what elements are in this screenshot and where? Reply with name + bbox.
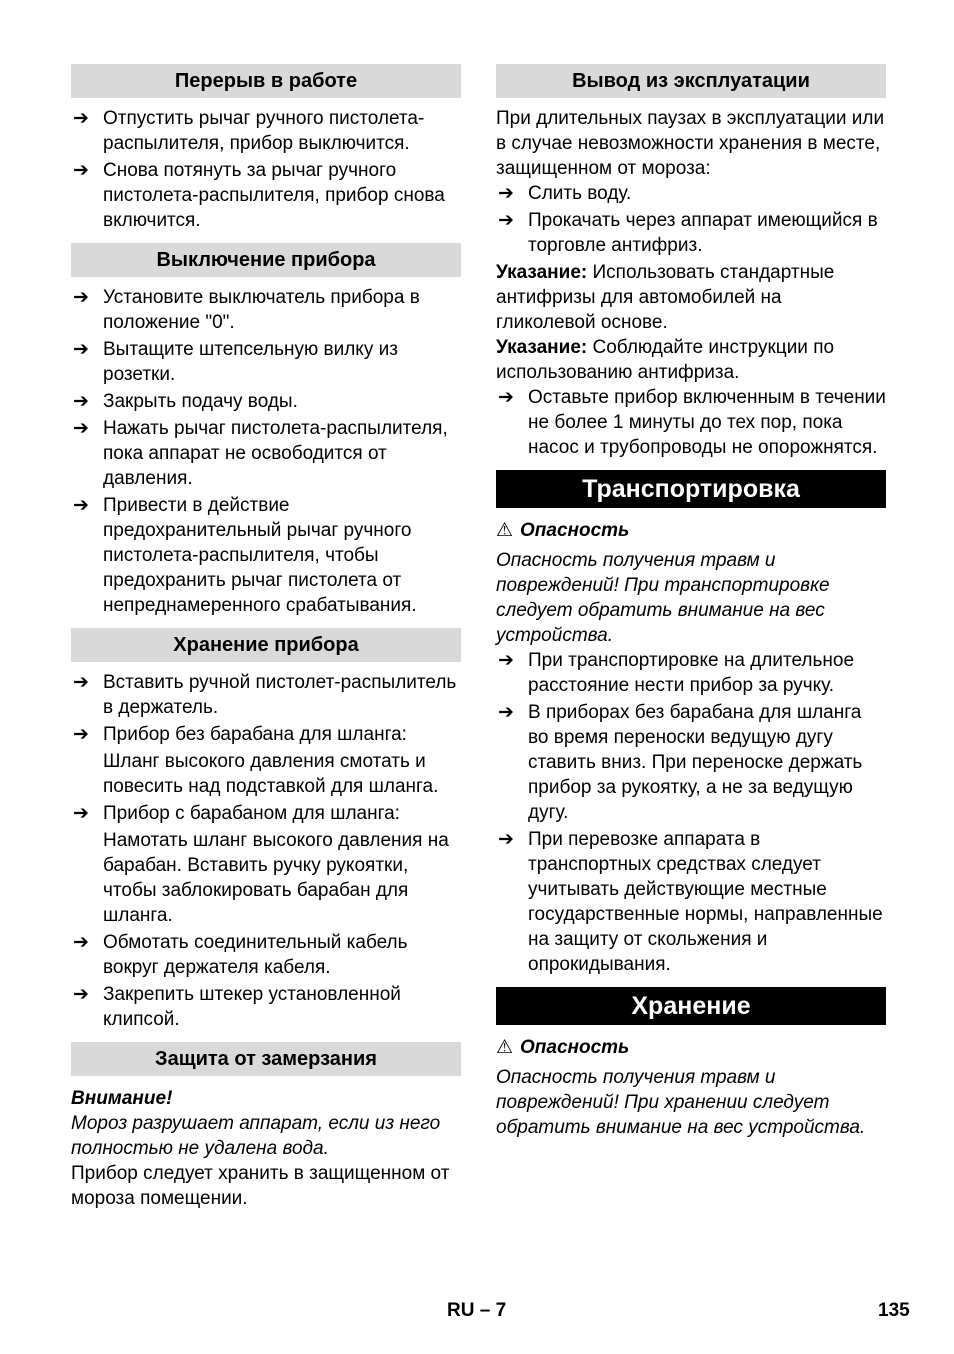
- list-item: ➔ Оставьте прибор включенным в течении не более 1 минуты до тех пор, пока насос и трубопроводы не опорожнятся.: [498, 387, 886, 458]
- heading-switch-off: Выключение прибора: [71, 243, 461, 277]
- left-column: [71, 64, 461, 1211]
- list-item: ➔ Вытащите штепсельную вилку из розетки.: [73, 339, 398, 385]
- arrow-right-icon: ➔: [73, 932, 89, 953]
- note-antifreeze-type: Указание: Использовать стандартные антифризы для автомобилей на гликолевой основе.: [496, 262, 835, 333]
- arrow-right-icon: ➔: [498, 210, 514, 231]
- right-column: [496, 64, 886, 1140]
- danger-label: ⚠ Опасность: [496, 520, 630, 541]
- list-item: ➔ Закрыть подачу воды.: [73, 391, 298, 412]
- attention-label: Внимание!: [71, 1088, 173, 1109]
- warning-triangle-icon: ⚠: [496, 1037, 514, 1058]
- footer-language-page: RU – 7: [447, 1300, 507, 1321]
- heading-work-break: Перерыв в работе: [71, 64, 461, 98]
- heading-decommissioning: Вывод из эксплуатации: [496, 64, 886, 98]
- arrow-right-icon: ➔: [498, 702, 514, 723]
- heading-frost-protection: Защита от замерзания: [71, 1042, 461, 1076]
- list-item: ➔ Прибор с барабаном для шланга: Намотать шланг высокого давления на барабан. Вставить ручку рукоятки, чтобы заблокировать барабан для шланга.: [73, 803, 449, 926]
- danger-text: Опасность получения травм и повреждений! При хранении следует обратить внимание на вес устройства.: [496, 1067, 866, 1138]
- arrow-right-icon: ➔: [73, 391, 89, 412]
- transport-list: [496, 648, 886, 977]
- list-item: ➔ Нажать рычаг пистолета-распылителя, пока аппарат не освободится от давления.: [73, 418, 448, 489]
- list-item: ➔ Обмотать соединительный кабель вокруг держателя кабеля.: [73, 932, 408, 978]
- arrow-right-icon: ➔: [73, 108, 89, 129]
- work-break-list: [71, 106, 461, 233]
- list-item: ➔ Прибор без барабана для шланга: Шланг высокого давления смотать и повесить над подставкой для шланга.: [73, 724, 439, 797]
- arrow-right-icon: ➔: [73, 339, 89, 360]
- arrow-right-icon: ➔: [73, 672, 89, 693]
- decommission-list-2: [496, 385, 886, 460]
- decommission-intro: При длительных паузах в эксплуатации или в случае невозможности хранения в месте, защищенном от мороза:: [496, 108, 885, 179]
- list-item: ➔ Отпустить рычаг ручного пистолета-распылителя, прибор выключится.: [73, 108, 425, 154]
- arrow-right-icon: ➔: [498, 387, 514, 408]
- decommission-list: [496, 181, 886, 258]
- list-item: ➔ При перевозке аппарата в транспортных средствах следует учитывать действующие местные государственные нормы, направленные на защиту от скольжения и опрокидывания.: [498, 829, 883, 975]
- list-item: ➔ Прокачать через аппарат имеющийся в торговле антифриз.: [498, 210, 878, 256]
- device-storage-list: [71, 670, 461, 1032]
- arrow-right-icon: ➔: [73, 495, 89, 516]
- list-item: ➔ Слить воду.: [498, 183, 632, 204]
- arrow-right-icon: ➔: [498, 183, 514, 204]
- list-item: ➔ Привести в действие предохранительный рычаг ручного пистолета-распылителя, чтобы предохранить рычаг пистолета от непреднамеренного срабатывания.: [73, 495, 417, 616]
- note-antifreeze-instructions: Указание: Соблюдайте инструкции по использованию антифриза.: [496, 337, 835, 383]
- heading-device-storage: Хранение прибора: [71, 628, 461, 662]
- arrow-right-icon: ➔: [73, 724, 89, 745]
- list-item: ➔ Закрепить штекер установленной клипсой.: [73, 984, 401, 1030]
- danger-text: Опасность получения травм и повреждений! При транспортировке следует обратить внимание на вес устройства.: [496, 550, 830, 646]
- arrow-right-icon: ➔: [498, 650, 514, 671]
- danger-label: ⚠ Опасность: [496, 1037, 630, 1058]
- arrow-right-icon: ➔: [73, 803, 89, 824]
- list-item: ➔ При транспортировке на длительное расстояние нести прибор за ручку.: [498, 650, 855, 696]
- list-item: ➔ Вставить ручной пистолет-распылитель в держатель.: [73, 672, 457, 718]
- list-item: ➔ В приборах без барабана для шланга во время переноски ведущую дугу ставить вниз. При переноске держать прибор за рукоятку, а не за ведущую дугу.: [498, 702, 863, 823]
- arrow-right-icon: ➔: [73, 984, 89, 1005]
- list-item: ➔ Установите выключатель прибора в положение "0".: [73, 287, 420, 333]
- attention-text: Мороз разрушает аппарат, если из него полностью не удалена вода.: [71, 1113, 441, 1159]
- arrow-right-icon: ➔: [73, 287, 89, 308]
- arrow-right-icon: ➔: [73, 160, 89, 181]
- list-item: ➔ Снова потянуть за рычаг ручного пистолета-распылителя, прибор снова включится.: [73, 160, 445, 231]
- heading-transport: Транспортировка: [496, 470, 886, 508]
- frost-text: Прибор следует хранить в защищенном от мороза помещении.: [71, 1163, 450, 1209]
- arrow-right-icon: ➔: [498, 829, 514, 850]
- arrow-right-icon: ➔: [73, 418, 89, 439]
- footer-page-number: 135: [878, 1300, 910, 1321]
- heading-storage: Хранение: [496, 987, 886, 1025]
- switch-off-list: [71, 285, 461, 618]
- warning-triangle-icon: ⚠: [496, 520, 514, 541]
